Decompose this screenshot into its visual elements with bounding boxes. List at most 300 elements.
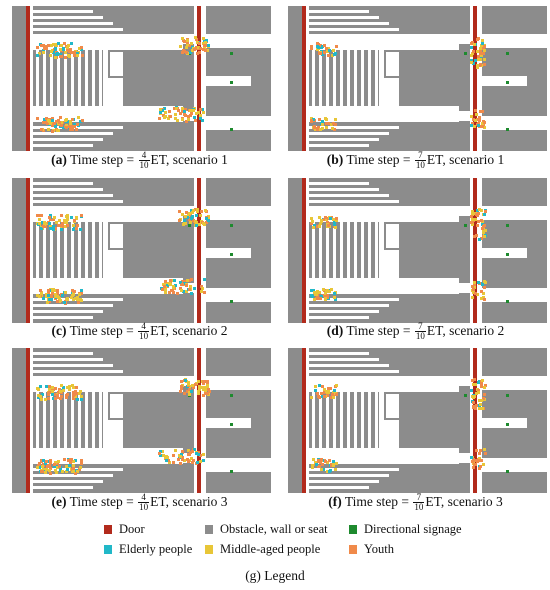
obstacle xyxy=(384,76,402,78)
aisle xyxy=(57,222,60,278)
agent xyxy=(71,118,74,121)
agent xyxy=(80,462,83,465)
agent xyxy=(190,390,193,393)
agent xyxy=(48,469,51,472)
agent xyxy=(179,45,182,48)
caption-b xyxy=(284,151,547,170)
agent xyxy=(202,453,205,456)
agent xyxy=(169,115,172,118)
obstacle xyxy=(384,418,402,420)
agent xyxy=(203,44,206,47)
agent xyxy=(78,293,81,296)
obstacle xyxy=(108,248,126,250)
agent xyxy=(310,396,313,399)
legend-label: Door xyxy=(119,522,145,536)
fraction-denominator: 10 xyxy=(139,331,149,342)
agent xyxy=(76,54,79,57)
agent xyxy=(183,219,186,222)
fraction-numerator: 7 xyxy=(413,493,424,503)
agent xyxy=(319,128,322,131)
agent xyxy=(320,458,323,461)
agent xyxy=(72,228,75,231)
agent xyxy=(51,119,54,122)
agent xyxy=(474,292,477,295)
agent xyxy=(176,292,179,295)
agent xyxy=(63,458,66,461)
agent xyxy=(181,458,184,461)
agent xyxy=(72,470,75,473)
corridor xyxy=(206,116,271,130)
agent xyxy=(48,222,51,225)
agent xyxy=(203,278,206,281)
agent xyxy=(66,216,69,219)
aisle xyxy=(309,364,389,367)
aisle xyxy=(375,392,378,448)
agent xyxy=(48,385,51,388)
agent xyxy=(76,224,79,227)
agent xyxy=(332,218,335,221)
signage-marker xyxy=(506,423,509,426)
aisle xyxy=(33,316,93,319)
agent xyxy=(80,214,83,217)
agent xyxy=(472,288,475,291)
agent xyxy=(315,463,318,466)
caption-prefix: Time step = xyxy=(69,323,138,338)
aisle xyxy=(30,6,33,151)
corridor xyxy=(482,248,527,258)
aisle xyxy=(85,222,88,278)
caption-prefix: Time step = xyxy=(346,323,414,338)
agent xyxy=(202,48,205,51)
agent xyxy=(324,460,327,463)
caption-suffix: ET, scenario 2 xyxy=(150,323,228,338)
agent xyxy=(478,238,481,241)
agent xyxy=(194,383,197,386)
fraction-numerator: 4 xyxy=(138,322,149,332)
caption-tag: (e) xyxy=(51,494,67,509)
agent xyxy=(188,393,191,396)
agent xyxy=(169,283,172,286)
floor-plan xyxy=(8,178,271,323)
agent xyxy=(187,383,190,386)
aisle xyxy=(326,392,329,448)
agent xyxy=(80,289,83,292)
caption-d xyxy=(284,322,547,341)
agent xyxy=(181,283,184,286)
aisle xyxy=(33,188,103,191)
agent xyxy=(316,392,319,395)
agent xyxy=(63,42,66,45)
agent xyxy=(202,380,205,383)
agent xyxy=(53,216,56,219)
corridor xyxy=(482,116,547,130)
agent xyxy=(335,217,338,220)
agent xyxy=(179,390,182,393)
agent xyxy=(313,298,316,301)
agent xyxy=(67,54,70,57)
corridor xyxy=(482,34,547,48)
agent xyxy=(65,396,68,399)
fraction-denominator: 10 xyxy=(415,160,425,171)
fraction-numerator: 4 xyxy=(139,151,150,161)
agent xyxy=(334,118,337,121)
agent xyxy=(64,56,67,59)
corridor xyxy=(399,376,474,386)
aisle xyxy=(340,222,343,278)
agent xyxy=(480,385,483,388)
agent xyxy=(477,281,480,284)
corridor xyxy=(206,376,271,390)
agent xyxy=(200,290,203,293)
legend-swatch xyxy=(349,545,357,554)
agent xyxy=(42,121,45,124)
agent xyxy=(483,393,486,396)
agent xyxy=(325,122,328,125)
aisle xyxy=(50,392,53,448)
agent xyxy=(37,394,40,397)
agent xyxy=(477,220,480,223)
aisle xyxy=(201,6,206,151)
agent xyxy=(317,460,320,463)
corridor xyxy=(206,248,251,258)
legend-label: Obstacle, wall or seat xyxy=(220,522,328,536)
agent xyxy=(197,380,200,383)
agent xyxy=(324,216,327,219)
aisle xyxy=(347,222,350,278)
fraction-denominator: 10 xyxy=(139,502,149,513)
agent xyxy=(470,115,473,118)
agent xyxy=(203,223,206,226)
agent xyxy=(332,49,335,52)
agent xyxy=(51,393,54,396)
panel-d xyxy=(284,178,547,323)
obstacle xyxy=(108,76,126,78)
agent xyxy=(477,391,480,394)
agent xyxy=(49,461,52,464)
agent xyxy=(48,388,51,391)
agent xyxy=(310,217,313,220)
signage-marker xyxy=(230,423,233,426)
agent xyxy=(200,210,203,213)
agent xyxy=(332,464,335,467)
agent xyxy=(481,407,484,410)
signage-marker xyxy=(230,81,233,84)
signage-marker xyxy=(464,394,467,397)
door xyxy=(473,6,477,151)
aisle xyxy=(33,370,123,373)
agent xyxy=(191,461,194,464)
agent xyxy=(184,222,187,225)
legend-label: Elderly people xyxy=(119,542,193,556)
agent xyxy=(199,114,202,117)
agent xyxy=(313,126,316,129)
aisle xyxy=(309,132,389,135)
agent xyxy=(472,401,475,404)
agent xyxy=(316,45,319,48)
agent xyxy=(473,281,476,284)
aisle xyxy=(309,358,379,361)
signage-marker xyxy=(506,253,509,256)
agent xyxy=(60,228,63,231)
wall-gap xyxy=(8,178,12,323)
agent xyxy=(479,110,482,113)
signage-marker xyxy=(506,81,509,84)
agent xyxy=(195,452,198,455)
agent xyxy=(474,109,477,112)
agent xyxy=(199,47,202,50)
floor-plan xyxy=(8,6,271,151)
agent xyxy=(482,52,485,55)
agent xyxy=(320,468,323,471)
agent xyxy=(80,395,83,398)
signage-marker xyxy=(464,224,467,227)
agent xyxy=(36,214,39,217)
agent xyxy=(473,43,476,46)
agent xyxy=(476,459,479,462)
aisle xyxy=(71,50,74,106)
aisle xyxy=(354,222,357,278)
agent xyxy=(40,470,43,473)
agent xyxy=(73,51,76,54)
legend-label: Directional signage xyxy=(364,522,462,536)
aisle xyxy=(30,348,33,493)
agent xyxy=(190,112,193,115)
agent xyxy=(57,129,60,132)
agent xyxy=(80,459,83,462)
aisle xyxy=(354,392,357,448)
agent xyxy=(206,384,209,387)
aisle xyxy=(354,50,357,106)
agent xyxy=(479,47,482,50)
agent xyxy=(333,389,336,392)
agent xyxy=(66,297,69,300)
agent xyxy=(483,448,486,451)
agent xyxy=(473,235,476,238)
caption-suffix: ET, scenario 2 xyxy=(426,323,505,338)
agent xyxy=(49,54,52,57)
aisle xyxy=(33,352,93,355)
obstacle xyxy=(108,392,110,420)
agent xyxy=(197,111,200,114)
agent xyxy=(474,119,477,122)
agent xyxy=(311,220,314,223)
agent xyxy=(328,459,331,462)
agent xyxy=(183,392,186,395)
agent xyxy=(325,290,328,293)
agent xyxy=(202,459,205,462)
agent xyxy=(51,390,54,393)
agent xyxy=(320,392,323,395)
agent xyxy=(310,120,313,123)
panel-b xyxy=(284,6,547,151)
agent xyxy=(75,128,78,131)
aisle xyxy=(375,222,378,278)
agent xyxy=(321,120,324,123)
agent xyxy=(178,219,181,222)
corridor xyxy=(482,206,547,220)
agent xyxy=(483,280,486,283)
agent xyxy=(484,210,487,213)
agent xyxy=(314,389,317,392)
agent xyxy=(68,464,71,467)
caption-suffix: ET, scenario 1 xyxy=(150,152,228,167)
agent xyxy=(195,214,198,217)
agent xyxy=(181,213,184,216)
agent xyxy=(66,224,69,227)
agent xyxy=(321,123,324,126)
agent xyxy=(72,394,75,397)
agent xyxy=(189,285,192,288)
agent xyxy=(474,383,477,386)
agent xyxy=(164,291,167,294)
agent xyxy=(319,52,322,55)
agent xyxy=(179,462,182,465)
agent xyxy=(328,470,331,473)
agent xyxy=(328,49,331,52)
legend-swatch xyxy=(349,525,357,534)
aisle xyxy=(71,392,74,448)
aisle xyxy=(194,178,197,323)
fraction-denominator: 10 xyxy=(414,502,424,513)
fraction-numerator: 7 xyxy=(415,151,426,161)
agent xyxy=(483,121,486,124)
agent xyxy=(181,118,184,121)
agent xyxy=(483,298,486,301)
agent xyxy=(190,217,193,220)
agent xyxy=(63,301,66,304)
agent xyxy=(470,42,473,45)
agent xyxy=(40,128,43,131)
agent xyxy=(61,222,64,225)
agent xyxy=(201,287,204,290)
agent xyxy=(72,386,75,389)
fraction xyxy=(138,493,149,512)
agent xyxy=(334,468,337,471)
agent xyxy=(312,458,315,461)
agent xyxy=(187,118,190,121)
agent xyxy=(204,41,207,44)
legend-item-middle-aged xyxy=(205,542,320,556)
obstacle xyxy=(108,222,110,250)
aisle xyxy=(319,222,322,278)
aisle xyxy=(368,222,371,278)
aisle xyxy=(309,200,399,203)
caption-c xyxy=(8,322,271,341)
agent xyxy=(56,289,59,292)
agent xyxy=(39,385,42,388)
agent xyxy=(196,461,199,464)
agent xyxy=(193,48,196,51)
aisle xyxy=(33,132,113,135)
agent xyxy=(316,290,319,293)
aisle xyxy=(309,480,379,483)
caption-tag: (f) xyxy=(328,494,342,509)
panel-a xyxy=(8,6,271,151)
door xyxy=(197,178,201,323)
agent xyxy=(181,37,184,40)
agent xyxy=(195,224,198,227)
agent xyxy=(77,301,80,304)
agent xyxy=(38,295,41,298)
agent xyxy=(475,113,478,116)
agent xyxy=(470,221,473,224)
agent xyxy=(45,47,48,50)
agent xyxy=(163,285,166,288)
agent xyxy=(189,221,192,224)
agent xyxy=(473,463,476,466)
caption-prefix: Time step = xyxy=(344,494,413,509)
agent xyxy=(323,44,326,47)
agent xyxy=(45,460,48,463)
agent xyxy=(48,120,51,123)
aisle xyxy=(33,486,93,489)
agent xyxy=(69,458,72,461)
agent xyxy=(40,398,43,401)
agent xyxy=(42,459,45,462)
caption-prefix: Time step = xyxy=(346,152,414,167)
corridor xyxy=(399,34,474,44)
agent xyxy=(172,461,175,464)
agent xyxy=(322,288,325,291)
aisle xyxy=(477,6,482,151)
agent xyxy=(479,465,482,468)
agent xyxy=(481,227,484,230)
agent xyxy=(476,50,479,53)
caption-tag: (c) xyxy=(51,323,67,338)
aisle xyxy=(312,50,315,106)
agent xyxy=(51,289,54,292)
agent xyxy=(188,453,191,456)
aisle xyxy=(470,348,473,493)
agent xyxy=(477,212,480,215)
corridor xyxy=(206,418,251,428)
agent xyxy=(325,390,328,393)
agent xyxy=(325,47,328,50)
agent xyxy=(483,286,486,289)
aisle xyxy=(92,50,95,106)
agent xyxy=(72,293,75,296)
caption-suffix: ET, scenario 1 xyxy=(426,152,505,167)
agent xyxy=(55,471,58,474)
caption-tag: (d) xyxy=(326,323,344,338)
agent xyxy=(64,291,67,294)
agent xyxy=(481,283,484,286)
agent xyxy=(193,116,196,119)
agent xyxy=(81,119,84,122)
agent xyxy=(199,214,202,217)
aisle xyxy=(477,178,482,323)
agent xyxy=(331,127,334,130)
aisle xyxy=(33,200,123,203)
aisle xyxy=(309,352,369,355)
aisle xyxy=(326,222,329,278)
agent xyxy=(180,385,183,388)
agent xyxy=(80,299,83,302)
aisle xyxy=(33,138,103,141)
agent xyxy=(173,279,176,282)
aisle xyxy=(50,50,53,106)
agent xyxy=(321,385,324,388)
door xyxy=(26,6,30,151)
legend-swatch xyxy=(104,545,112,554)
agent xyxy=(203,291,206,294)
agent xyxy=(36,117,39,120)
agent xyxy=(182,49,185,52)
aisle xyxy=(85,50,88,106)
agent xyxy=(76,123,79,126)
agent xyxy=(47,294,50,297)
aisle xyxy=(85,392,88,448)
